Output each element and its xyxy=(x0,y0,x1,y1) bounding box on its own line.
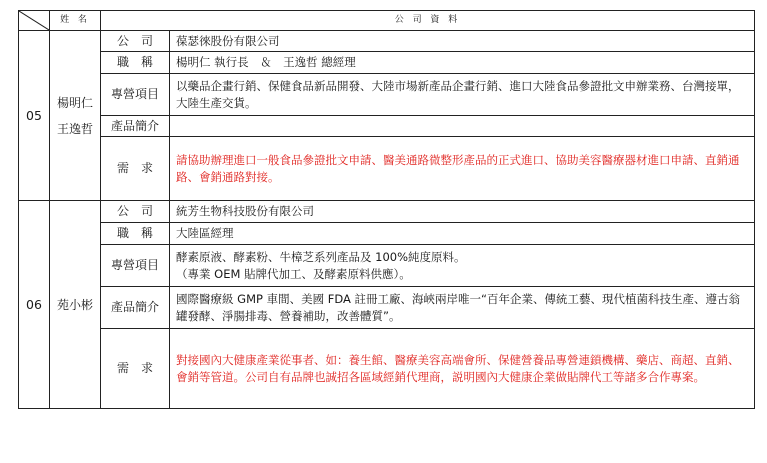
label-title: 職 稱 xyxy=(101,52,170,74)
record-06-product-row xyxy=(19,287,755,329)
record-06-company-row xyxy=(19,201,755,223)
label-product: 產品簡介 xyxy=(101,287,170,329)
company-value: 統芳生物科技股份有限公司 xyxy=(170,201,755,223)
record-05-needs-row xyxy=(19,137,755,201)
company-value: 葆瑟徠股份有限公司 xyxy=(170,31,755,52)
label-business: 專營項目 xyxy=(101,74,170,116)
header-company-info: 公 司 資 料 xyxy=(101,11,755,31)
business-line: （專業 OEM 貼牌代加工、及酵素原料供應）。 xyxy=(176,266,411,281)
company-info-table xyxy=(18,10,755,409)
business-value xyxy=(170,245,755,287)
record-number: 06 xyxy=(19,201,50,409)
record-05-business-row xyxy=(19,74,755,116)
company-table-wrapper xyxy=(18,10,755,409)
label-needs: 需 求 xyxy=(101,329,170,409)
record-names xyxy=(50,31,101,201)
label-business: 專營項目 xyxy=(101,245,170,287)
label-title: 職 稱 xyxy=(101,223,170,245)
product-value xyxy=(170,116,755,137)
needs-value: 請協助辦理進口一般食品參證批文申請、醫美通路微整形產品的正式進口、協助美容醫療器材進口申請、直銷通路、會銷通路對接。 xyxy=(170,137,755,201)
business-line: 酵素原液、酵素粉、牛樟芝系列產品及 100%純度原料。 xyxy=(176,249,466,264)
label-product: 產品簡介 xyxy=(101,116,170,137)
label-needs: 需 求 xyxy=(101,137,170,201)
person-name: 王逸哲 xyxy=(56,121,93,136)
business-value: 以藥品企畫行銷、保健食品新品開發、大陸市場新產品企畫行銷、進口大陸食品參證批文申辦業務、台灣接單，大陸生產交貨。 xyxy=(170,74,755,116)
header-diagonal-cell xyxy=(19,11,50,31)
record-05-title-row xyxy=(19,52,755,74)
person-name: 苑小彬 xyxy=(56,297,93,312)
diagonal-line xyxy=(19,11,49,30)
record-06-business-row xyxy=(19,245,755,287)
record-06-needs-row xyxy=(19,329,755,409)
product-value: 國際醫療級 GMP 車間、美國 FDA 註冊工廠、海峽兩岸唯一“百年企業、傳統工藝、現代植菌科技生產、遵古翁罐發酵、淨腸排毒、營養補助，改善體質”。 xyxy=(170,287,755,329)
person-name: 楊明仁 xyxy=(56,95,93,110)
header-row xyxy=(19,11,755,31)
record-names xyxy=(50,201,101,409)
record-06-title-row xyxy=(19,223,755,245)
record-number: 05 xyxy=(19,31,50,201)
needs-value: 對接國內大健康產業從事者、如：養生館、醫療美容高端會所、保健營養品專營連鎖機構、藥店、商超、直銷、會銷等管道。公司自有品牌也誠招各區域經銷代理商，説明國內大健康企業做貼牌代工等諸多合作專案。 xyxy=(170,329,755,409)
label-company: 公 司 xyxy=(101,31,170,52)
record-05-company-row xyxy=(19,31,755,52)
title-value: 楊明仁 執行長 ＆ 王逸哲 總經理 xyxy=(170,52,755,74)
title-value: 大陸區經理 xyxy=(170,223,755,245)
record-05-product-row xyxy=(19,116,755,137)
label-company: 公 司 xyxy=(101,201,170,223)
header-name: 姓 名 xyxy=(50,11,101,31)
